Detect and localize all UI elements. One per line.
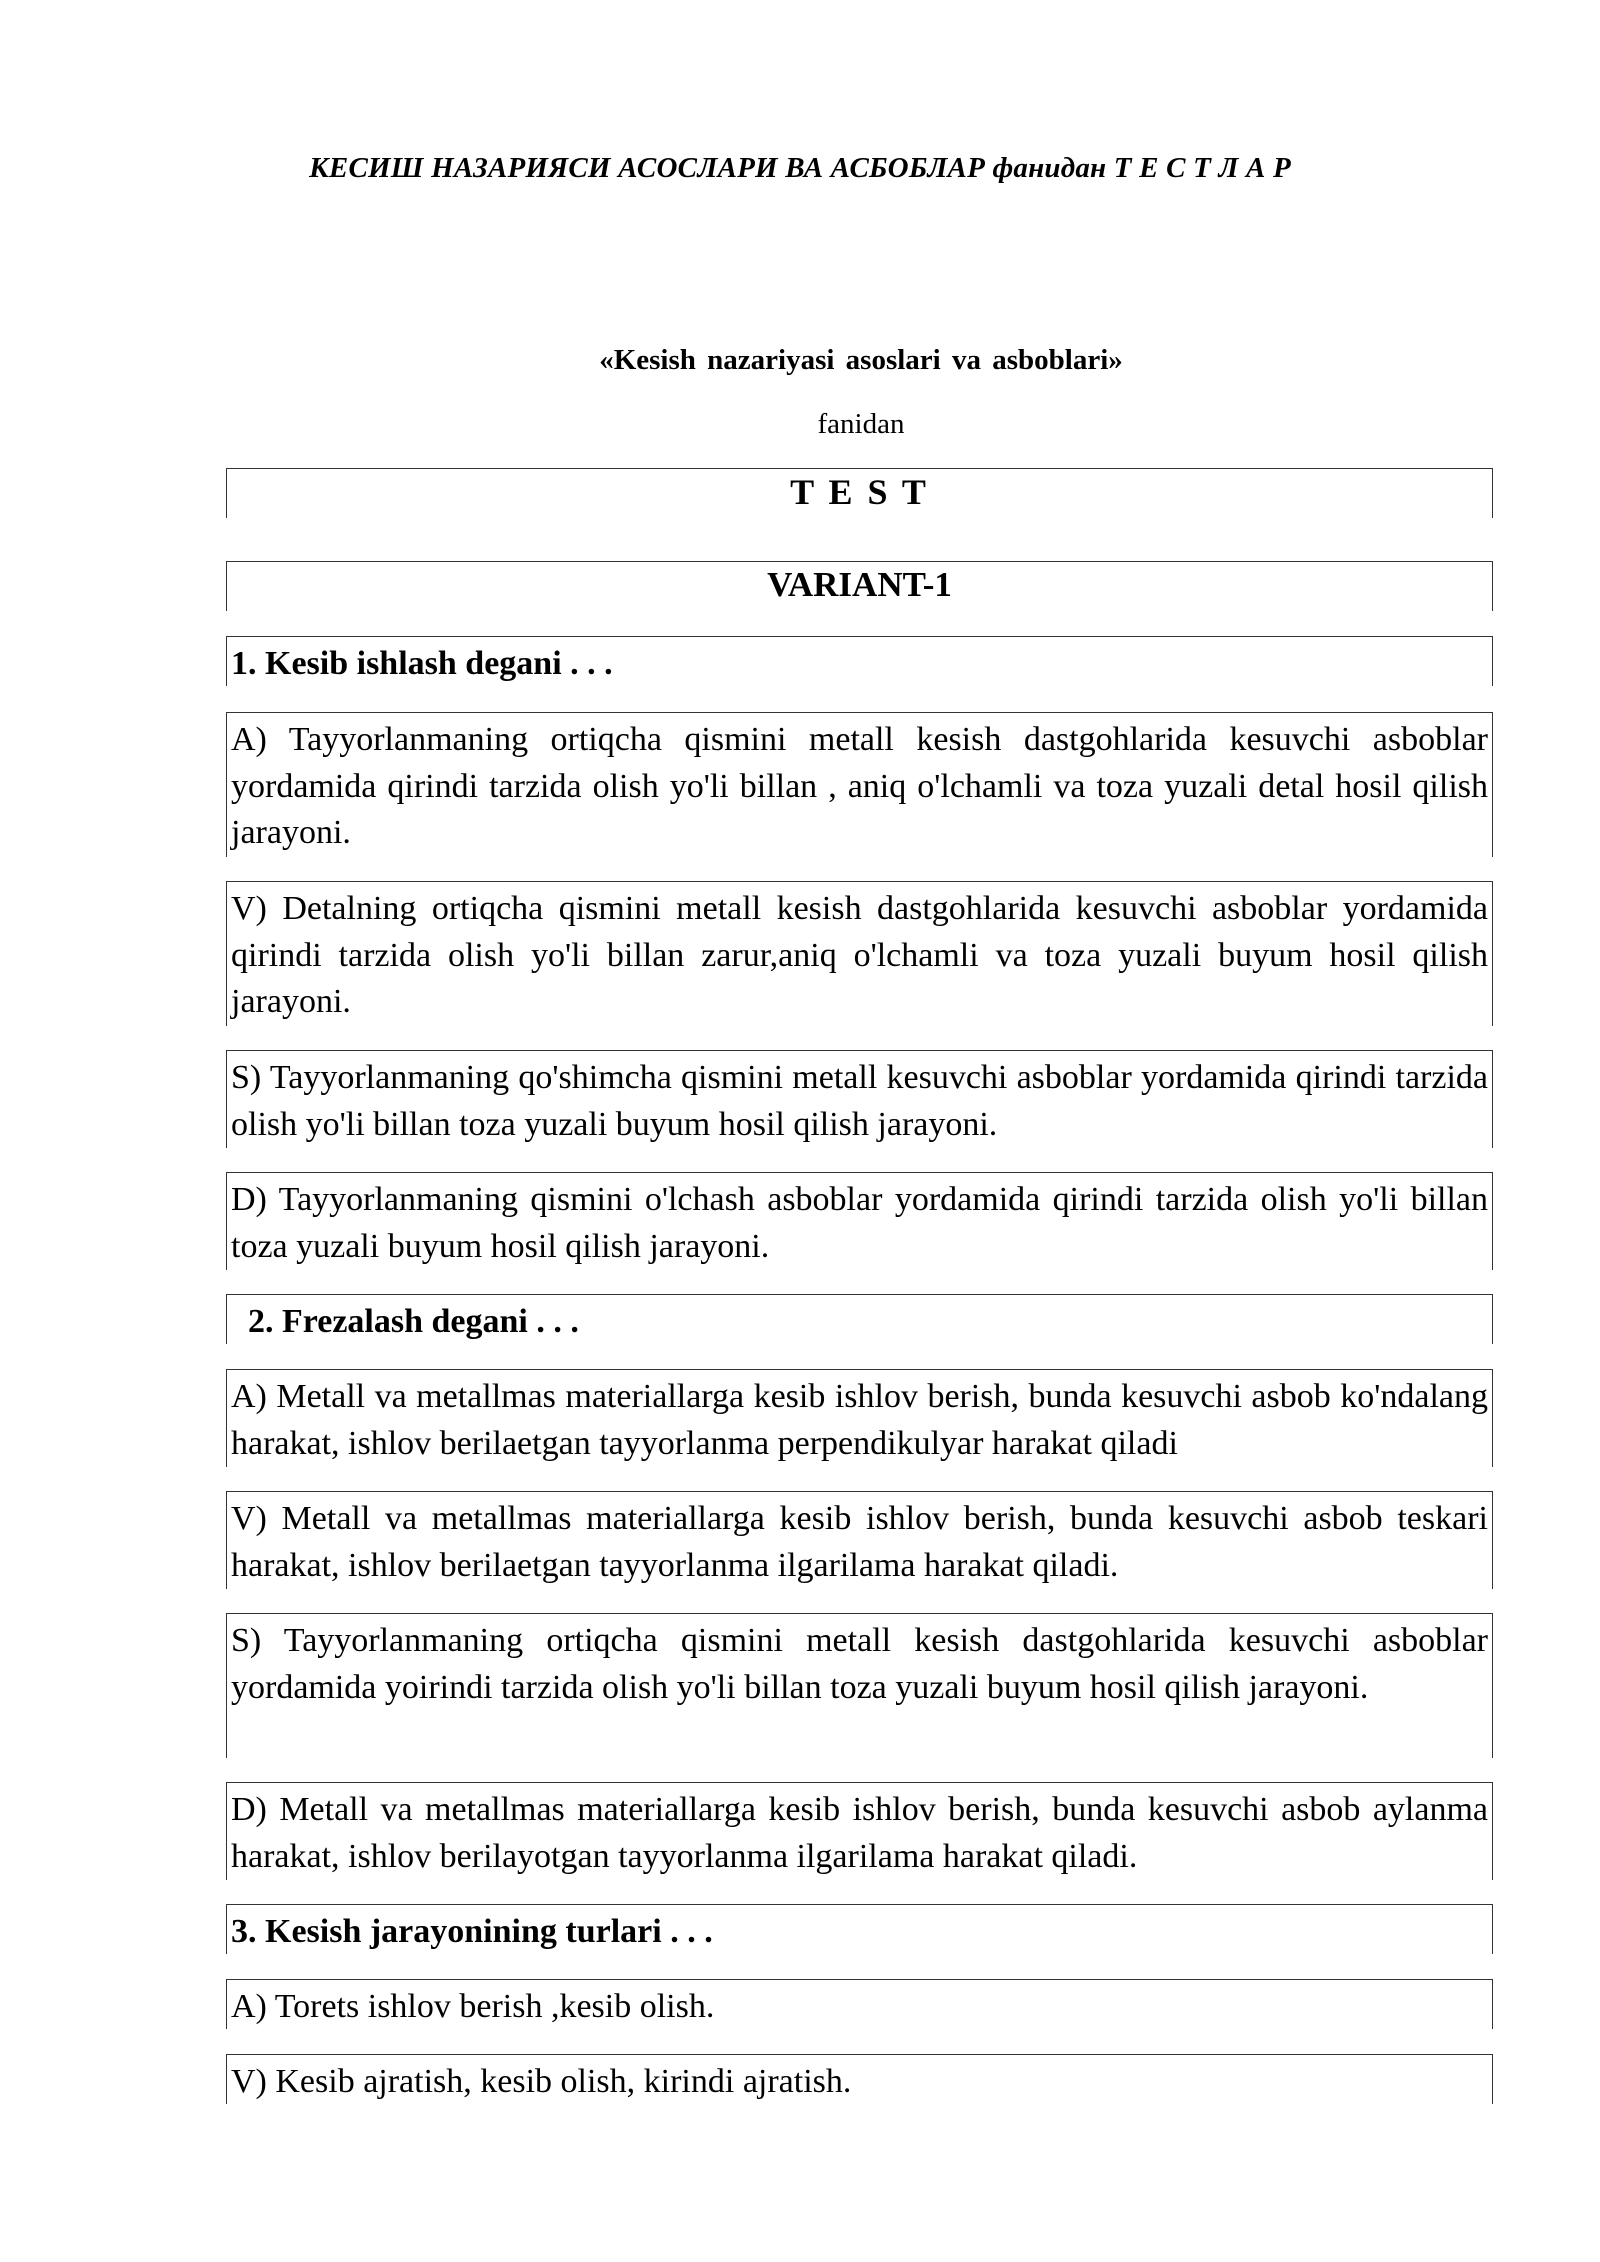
answer-2-a[interactable] xyxy=(226,1369,1493,1467)
question-text: 3. Kesish jarayonining turlari . . . xyxy=(231,1913,713,1950)
answer-1-a[interactable] xyxy=(226,712,1493,857)
question-2 xyxy=(226,1294,1493,1344)
answer-text: V) Detalning ortiqcha qismini metall kesish dastgohlarida kesuvchi asboblar yordamida qirindi tarzida olish yo'li billan zarur,aniq o'lchamli va toza yuzali buyum hosil qilish jarayoni. xyxy=(231,890,1488,1020)
test-label-box xyxy=(226,468,1493,518)
answer-text: D) Metall va metallmas materiallarga kesib ishlov berish, bunda kesuvchi asbob aylanma harakat, ishlov berilayotgan tayyorlanma ilgarilama harakat qiladi. xyxy=(231,1791,1488,1875)
question-text: 1. Kesib ishlash degani . . . xyxy=(231,645,613,682)
question-1 xyxy=(226,636,1493,686)
answer-3-a[interactable] xyxy=(226,1979,1493,2029)
variant-label: VARIANT-1 xyxy=(767,565,952,604)
variant-label-box xyxy=(226,561,1493,611)
answer-3-v[interactable] xyxy=(226,2054,1493,2104)
answer-text: A) Metall va metallmas materiallarga kesib ishlov berish, bunda kesuvchi asbob ko'ndalang harakat, ishlov berilaetgan tayyorlanma perpendikulyar harakat qiladi xyxy=(231,1378,1488,1462)
answer-text: V) Metall va metallmas materiallarga kesib ishlov berish, bunda kesuvchi asbob teskari harakat, ishlov berilaetgan tayyorlanma ilgarilama harakat qiladi. xyxy=(231,1500,1488,1584)
answer-2-v[interactable] xyxy=(226,1491,1493,1589)
answer-text: S) Tayyorlanmaning qo'shimcha qismini metall kesuvchi asboblar yordamida qirindi tarzida olish yo'li billan toza yuzali buyum hosil qilish jarayoni. xyxy=(231,1059,1488,1143)
answer-1-v[interactable] xyxy=(226,881,1493,1026)
answer-1-s[interactable] xyxy=(226,1050,1493,1148)
answer-2-d[interactable] xyxy=(226,1782,1493,1880)
question-text: 2. Frezalash degani . . . xyxy=(231,1303,579,1340)
answer-2-s[interactable] xyxy=(226,1613,1493,1758)
subject-title: «Kesish nazariyasi asoslari va asboblari» xyxy=(599,344,1123,376)
answer-text: A) Torets ishlov berish ,kesib olish. xyxy=(231,1988,715,2025)
answer-text: A) Tayyorlanmaning ortiqcha qismini metall kesish dastgohlarida kesuvchi asboblar yordamida qirindi tarzida olish yo'li billan , aniq o'lchamli va toza yuzali detal hosil qilish jarayoni. xyxy=(231,721,1488,851)
document-header-title: КЕСИШ НАЗАРИЯСИ АСОСЛАРИ ВА АСБОБЛАР фанидан Т Е С Т Л А Р xyxy=(309,152,1291,184)
test-label: T E S T xyxy=(790,472,929,512)
answer-text: V) Kesib ajratish, kesib olish, kirindi ajratish. xyxy=(231,2063,852,2100)
question-3 xyxy=(226,1904,1493,1954)
answer-1-d[interactable] xyxy=(226,1172,1493,1270)
subject-caption: fanidan xyxy=(817,408,905,440)
answer-text: S) Tayyorlanmaning ortiqcha qismini metall kesish dastgohlarida kesuvchi asboblar yordamida yoirindi tarzida olish yo'li billan toza yuzali buyum hosil qilish jarayoni. xyxy=(231,1622,1488,1706)
answer-text: D) Tayyorlanmaning qismini o'lchash asboblar yordamida qirindi tarzida olish yo'li billan toza yuzali buyum hosil qilish jarayoni. xyxy=(231,1181,1488,1265)
